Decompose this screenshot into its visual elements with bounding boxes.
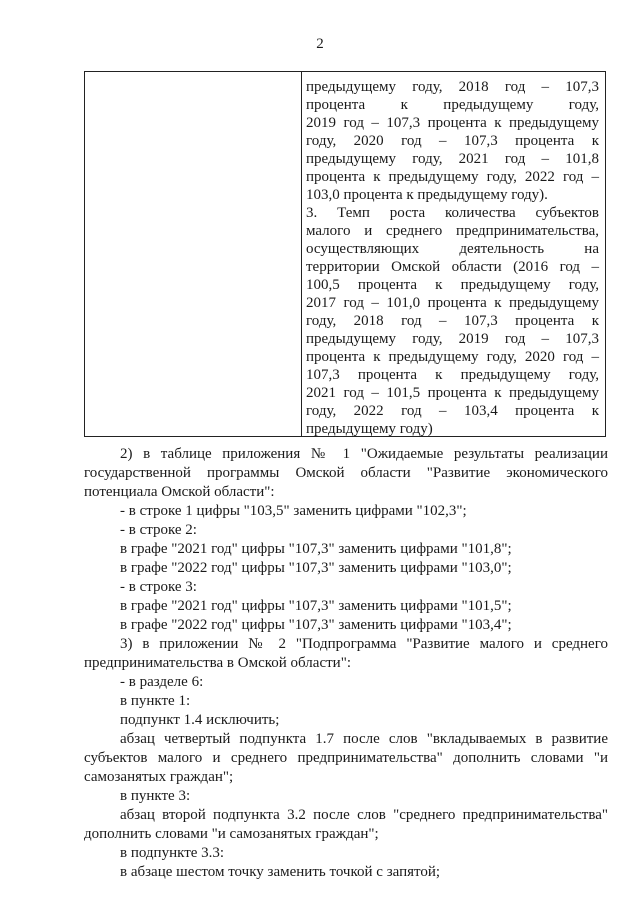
paragraph-line: - в строке 3:	[120, 579, 197, 595]
paragraph-line: 2) в таблице приложения № 1 "Ожидаемые результаты реализации	[120, 446, 608, 462]
table-line: году, 2022 год – 103,4 процента к	[306, 403, 599, 419]
table-line: процента к предыдущему году,	[306, 97, 599, 113]
page-number: 2	[316, 36, 324, 52]
table-line: предыдущему году, 2021 год – 101,8	[306, 151, 599, 167]
paragraph-line: - в строке 2:	[120, 522, 197, 538]
table-line: 2019 год – 107,3 процента к предыдущему	[306, 115, 599, 131]
paragraph-line: подпункт 1.4 исключить;	[120, 712, 280, 728]
table-right-cell	[306, 78, 599, 438]
amendment-table	[84, 71, 606, 437]
table-line: году, 2020 год – 107,3 процента к	[306, 133, 599, 149]
paragraph-line: в подпункте 3.3:	[120, 845, 225, 861]
table-line: 100,5 процента к предыдущему году,	[306, 277, 599, 293]
table-line: 103,0 процента к предыдущему году).	[306, 187, 548, 203]
table-line: осуществляющих деятельность на	[306, 241, 599, 257]
paragraph-line: 3) в приложении № 2 "Подпрограмма "Развитие малого и среднего	[120, 636, 608, 652]
document-body	[84, 445, 608, 882]
table-line: году, 2018 год – 107,3 процента к	[306, 313, 599, 329]
table-line: предыдущему году)	[306, 421, 433, 437]
paragraph-line: - в разделе 6:	[120, 674, 204, 690]
paragraph-line: абзац четвертый подпункта 1.7 после слов "вкладываемых в развитие	[120, 731, 608, 747]
table-line: территории Омской области (2016 год –	[306, 259, 599, 275]
paragraph-line: в абзаце шестом точку заменить точкой с запятой;	[120, 864, 441, 880]
column-divider	[301, 72, 302, 436]
paragraph-line: государственной программы Омской области "Развитие экономического	[84, 465, 608, 481]
table-line: предыдущему году, 2018 год – 107,3	[306, 79, 599, 95]
paragraph-line: в пункте 3:	[120, 788, 191, 804]
paragraph-line: в пункте 1:	[120, 693, 191, 709]
table-line: предыдущему году, 2019 год – 107,3	[306, 331, 599, 347]
table-line: процента к предыдущему году, 2022 год –	[306, 169, 599, 185]
table-line: процента к предыдущему году, 2020 год –	[306, 349, 599, 365]
paragraph-line: потенциала Омской области":	[84, 484, 275, 500]
paragraph-line: дополнить словами "и самозанятых граждан";	[84, 826, 379, 842]
table-line: малого и среднего предпринимательства,	[306, 223, 599, 239]
paragraph-line: - в строке 1 цифры "103,5" заменить цифрами "102,3";	[120, 503, 467, 519]
paragraph-line: абзац второй подпункта 3.2 после слов "среднего предпринимательства"	[120, 807, 608, 823]
paragraph-line: в графе "2022 год" цифры "107,3" заменить цифрами "103,0";	[120, 560, 512, 576]
paragraph-line: в графе "2021 год" цифры "107,3" заменить цифрами "101,5";	[120, 598, 512, 614]
table-line: 2021 год – 101,5 процента к предыдущему	[306, 385, 599, 401]
table-line: 2017 год – 101,0 процента к предыдущему	[306, 295, 599, 311]
paragraph-line: субъектов малого и среднего предпринимательства" дополнить словами "и	[84, 750, 608, 766]
paragraph-line: в графе "2021 год" цифры "107,3" заменить цифрами "101,8";	[120, 541, 512, 557]
paragraph-line: предпринимательства в Омской области":	[84, 655, 351, 671]
paragraph-line: самозанятых граждан";	[84, 769, 234, 785]
table-line: 3. Темп роста количества субъектов	[306, 205, 599, 221]
paragraph-line: в графе "2022 год" цифры "107,3" заменить цифрами "103,4";	[120, 617, 512, 633]
table-line: 107,3 процента к предыдущему году,	[306, 367, 599, 383]
